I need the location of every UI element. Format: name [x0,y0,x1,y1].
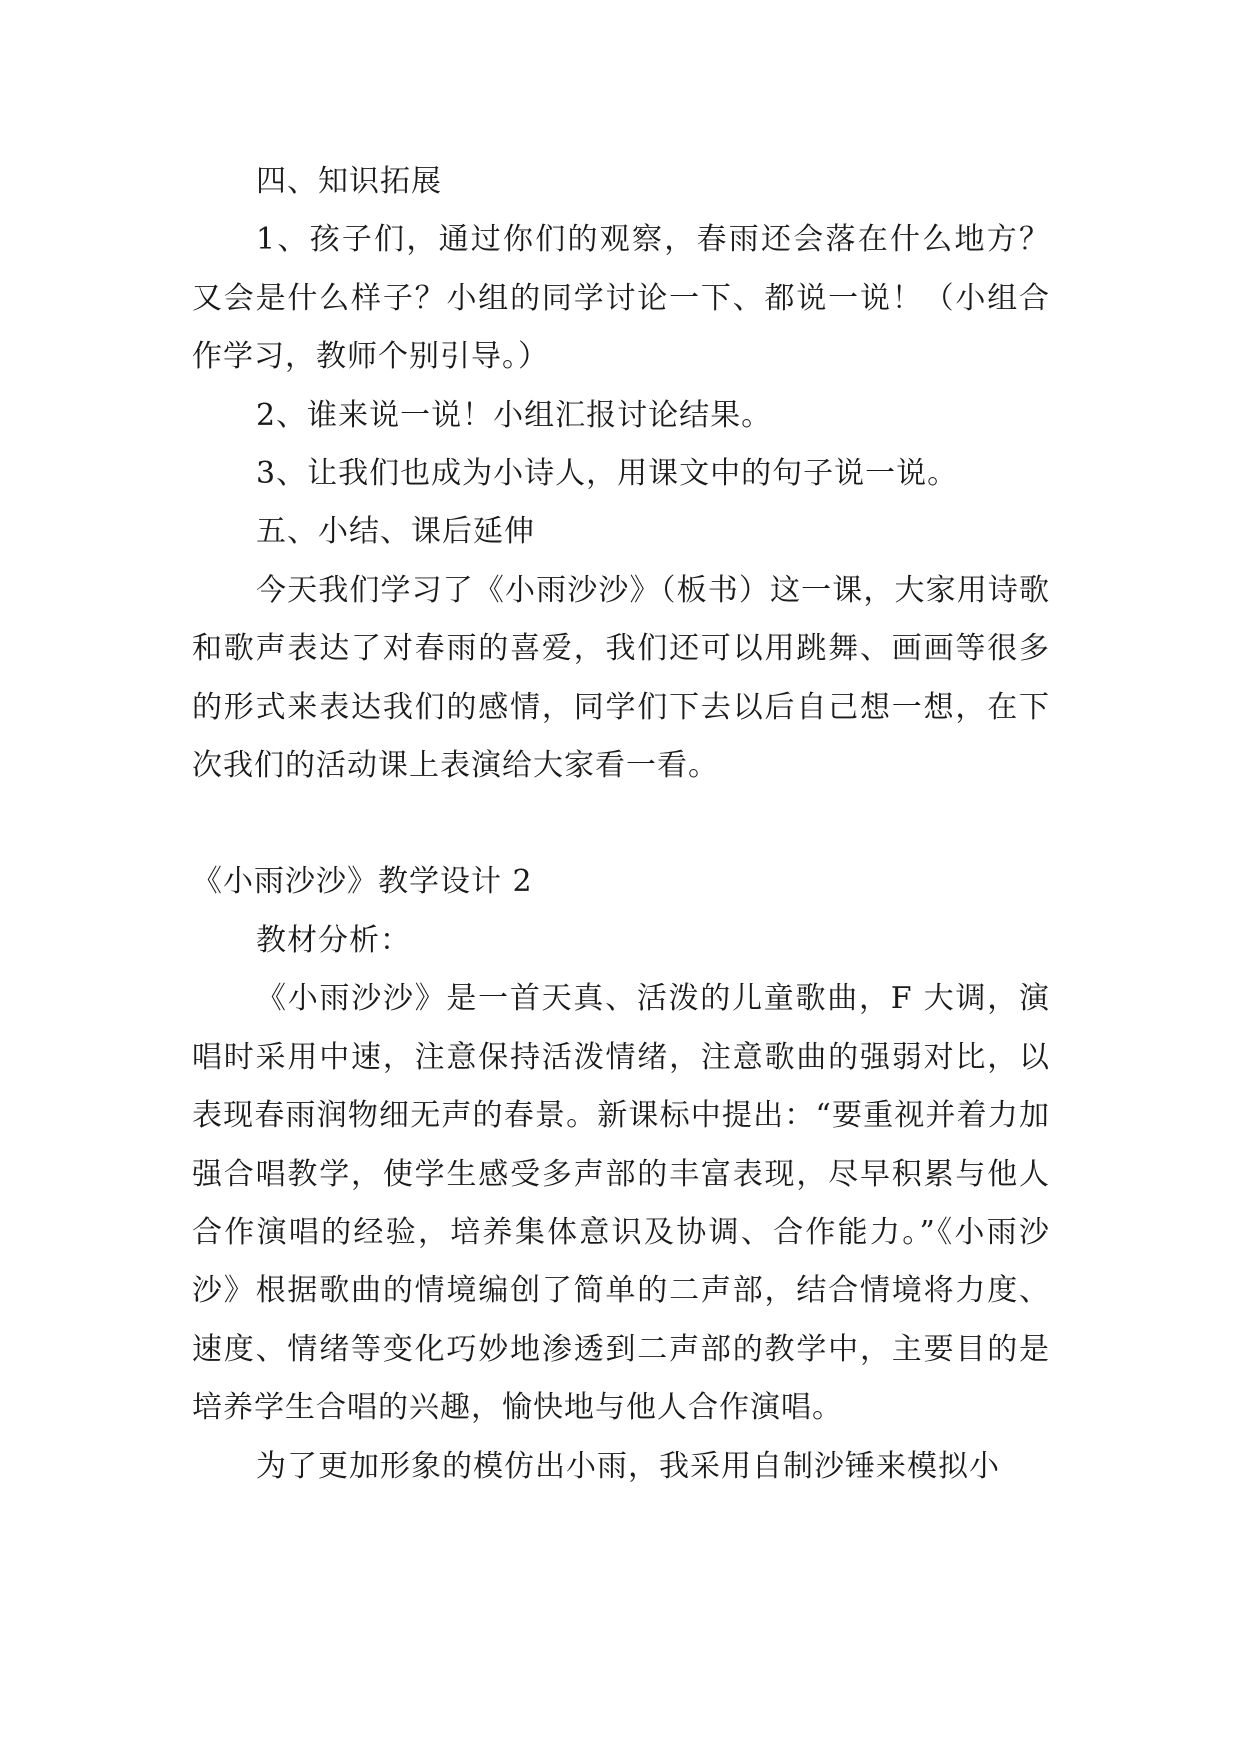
analysis-heading: 教材分析： [256,922,411,958]
analysis-paragraph: 《小雨沙沙》是一首天真、活泼的儿童歌曲，F 大调，演唱时采用中速，注意保持活泼情绪，注意歌曲的强弱对比，以表现春雨润物细无声的春景。新课标中提出：“要重视并着力加强合唱教学，使学生感受多声部的丰富表现，尽早积累与他人合作演唱的经验，培养集体意识及协调、合作能力。”《小雨沙沙》根据歌曲的情境编创了简单的二声部，结合情境将力度、速度、情绪等变化巧妙地渗透到二声部的教学中，主要目的是培养学生合唱的兴趣，愉快地与他人合作演唱。 [192,981,1050,1426]
method-paragraph: 为了更加形象的模仿出小雨，我采用自制沙锤来模拟小 [256,1448,1000,1484]
section-heading-knowledge-expansion: 四、知识拓展 [256,164,442,199]
section-heading-summary: 五、小结、课后延伸 [256,514,535,550]
knowledge-item-3: 3、让我们也成为小诗人，用课文中的句子说一说。 [256,456,959,492]
knowledge-item-1: 1、孩子们，通过你们的观察，春雨还会落在什么地方？又会是什么样子？小组的同学讨论一下、都说一说！（小组合作学习，教师个别引导。） [192,222,1050,375]
summary-paragraph: 今天我们学习了《小雨沙沙》（板书）这一课，大家用诗歌和歌声表达了对春雨的喜爱，我们还可以用跳舞、画画等很多的形式来表达我们的感情，同学们下去以后自己想一想，在下次我们的活动课上表演给大家看一看。 [192,572,1050,784]
knowledge-item-2: 2、谁来说一说！小组汇报讨论结果。 [256,397,773,433]
document-title: 《小雨沙沙》教学设计 2 [192,864,533,900]
section-spacer [192,795,1050,853]
document-body [192,153,1050,1496]
